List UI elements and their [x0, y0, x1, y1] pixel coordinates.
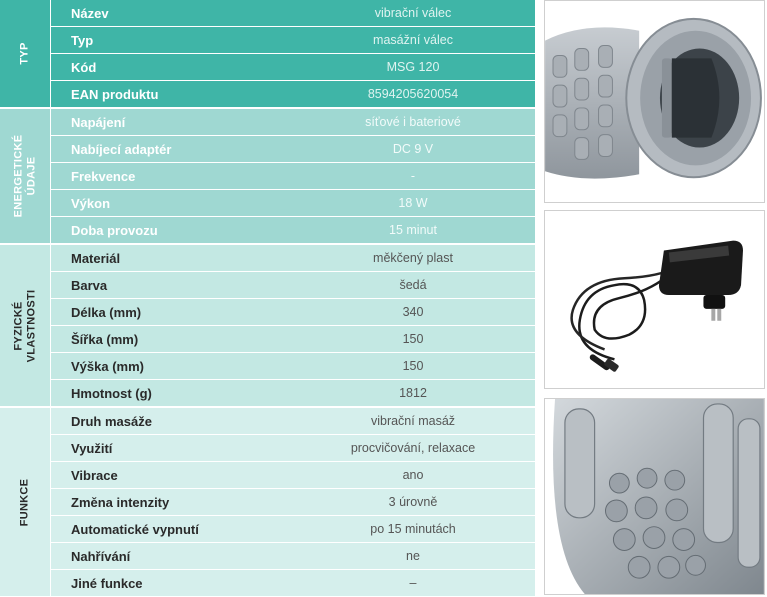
spec-row [51, 163, 535, 189]
group-label-energeticke-udaje [0, 109, 50, 243]
spec-name: Šířka (mm) [71, 331, 139, 347]
spec-row [51, 136, 535, 162]
spec-value: masážní válec [373, 33, 453, 47]
spec-name: Druh masáže [71, 413, 152, 429]
group-label-funkce [0, 408, 50, 596]
spec-row [51, 462, 535, 488]
spec-row [51, 109, 535, 135]
group-label-text: FUNKCE [18, 478, 31, 526]
spec-name: Výkon [71, 195, 111, 211]
group-fyzicke-vlastnosti [0, 245, 535, 406]
spec-row [51, 0, 535, 26]
spec-row [51, 81, 535, 107]
charging-adapter-icon [545, 211, 764, 388]
spec-name: Výška (mm) [71, 358, 144, 374]
spec-value: 18 W [398, 196, 428, 210]
spec-name: EAN produktu [71, 86, 159, 102]
spec-row [51, 489, 535, 515]
spec-row [51, 217, 535, 243]
spec-row [51, 272, 535, 298]
spec-row [51, 54, 535, 80]
spec-name: Nabíjecí adaptér [71, 141, 172, 157]
group-typ [0, 0, 535, 107]
spec-row [51, 353, 535, 379]
spec-row [51, 516, 535, 542]
spec-value: – [409, 576, 417, 590]
spec-name: Frekvence [71, 168, 136, 184]
spec-value: vibrační válec [374, 6, 452, 20]
group-label-text: TYP [18, 42, 31, 65]
spec-value: po 15 minutách [370, 522, 456, 536]
spec-value: šedá [399, 278, 427, 292]
spec-name: Hmotnost (g) [71, 385, 152, 401]
group-label-typ [0, 0, 50, 107]
spec-name: Délka (mm) [71, 304, 142, 320]
spec-value: DC 9 V [392, 142, 434, 156]
spec-value: 340 [402, 305, 424, 319]
foam-roller-texture-image [544, 398, 765, 595]
spec-name: Změna intenzity [71, 494, 170, 510]
spec-name: Doba provozu [71, 222, 158, 238]
group-energeticke-udaje [0, 109, 535, 243]
charging-adapter-image [544, 210, 765, 389]
spec-value: MSG 120 [386, 60, 440, 74]
spec-row [51, 408, 535, 434]
spec-row [51, 543, 535, 569]
spec-name: Automatické vypnutí [71, 521, 199, 537]
spec-name: Název [71, 5, 109, 21]
foam-roller-end-image [544, 0, 765, 203]
spec-value: ne [406, 549, 420, 563]
spec-value: síťové i bateriové [365, 115, 461, 129]
spec-value: 150 [402, 359, 424, 373]
spec-value: 8594205620054 [367, 87, 459, 101]
spec-value: procvičování, relaxace [350, 441, 476, 455]
spec-value: 15 minut [389, 223, 437, 237]
spec-row [51, 299, 535, 325]
group-label-fyzicke-vlastnosti [0, 245, 50, 406]
spec-value: 150 [402, 332, 424, 346]
group-label-text: ENERGETICKÉ ÚDAJE [12, 134, 38, 218]
group-label-text: FYZICKÉ VLASTNOSTI [12, 289, 38, 362]
spec-value: - [410, 169, 416, 183]
spec-name: Materiál [71, 250, 121, 266]
spec-row [51, 27, 535, 53]
spec-row [51, 570, 535, 596]
foam-roller-texture-icon [545, 399, 764, 594]
spec-name: Barva [71, 277, 108, 293]
spec-name: Napájení [71, 114, 126, 130]
spec-row [51, 190, 535, 216]
spec-row [51, 245, 535, 271]
spec-value: 1812 [399, 386, 427, 400]
spec-name: Jiné funkce [71, 575, 143, 591]
spec-name: Vibrace [71, 467, 118, 483]
spec-value: vibrační masáž [370, 414, 456, 428]
group-funkce [0, 408, 535, 596]
spec-name: Kód [71, 59, 97, 75]
spec-row [51, 326, 535, 352]
spec-name: Nahřívání [71, 548, 131, 564]
spec-value: 3 úrovně [388, 495, 438, 509]
spec-row [51, 435, 535, 461]
spec-name: Využití [71, 440, 113, 456]
spec-row [51, 380, 535, 406]
spec-name: Typ [71, 32, 94, 48]
foam-roller-end-icon [545, 1, 764, 202]
spec-value: ano [402, 468, 424, 482]
spec-value: měkčený plast [373, 251, 453, 265]
